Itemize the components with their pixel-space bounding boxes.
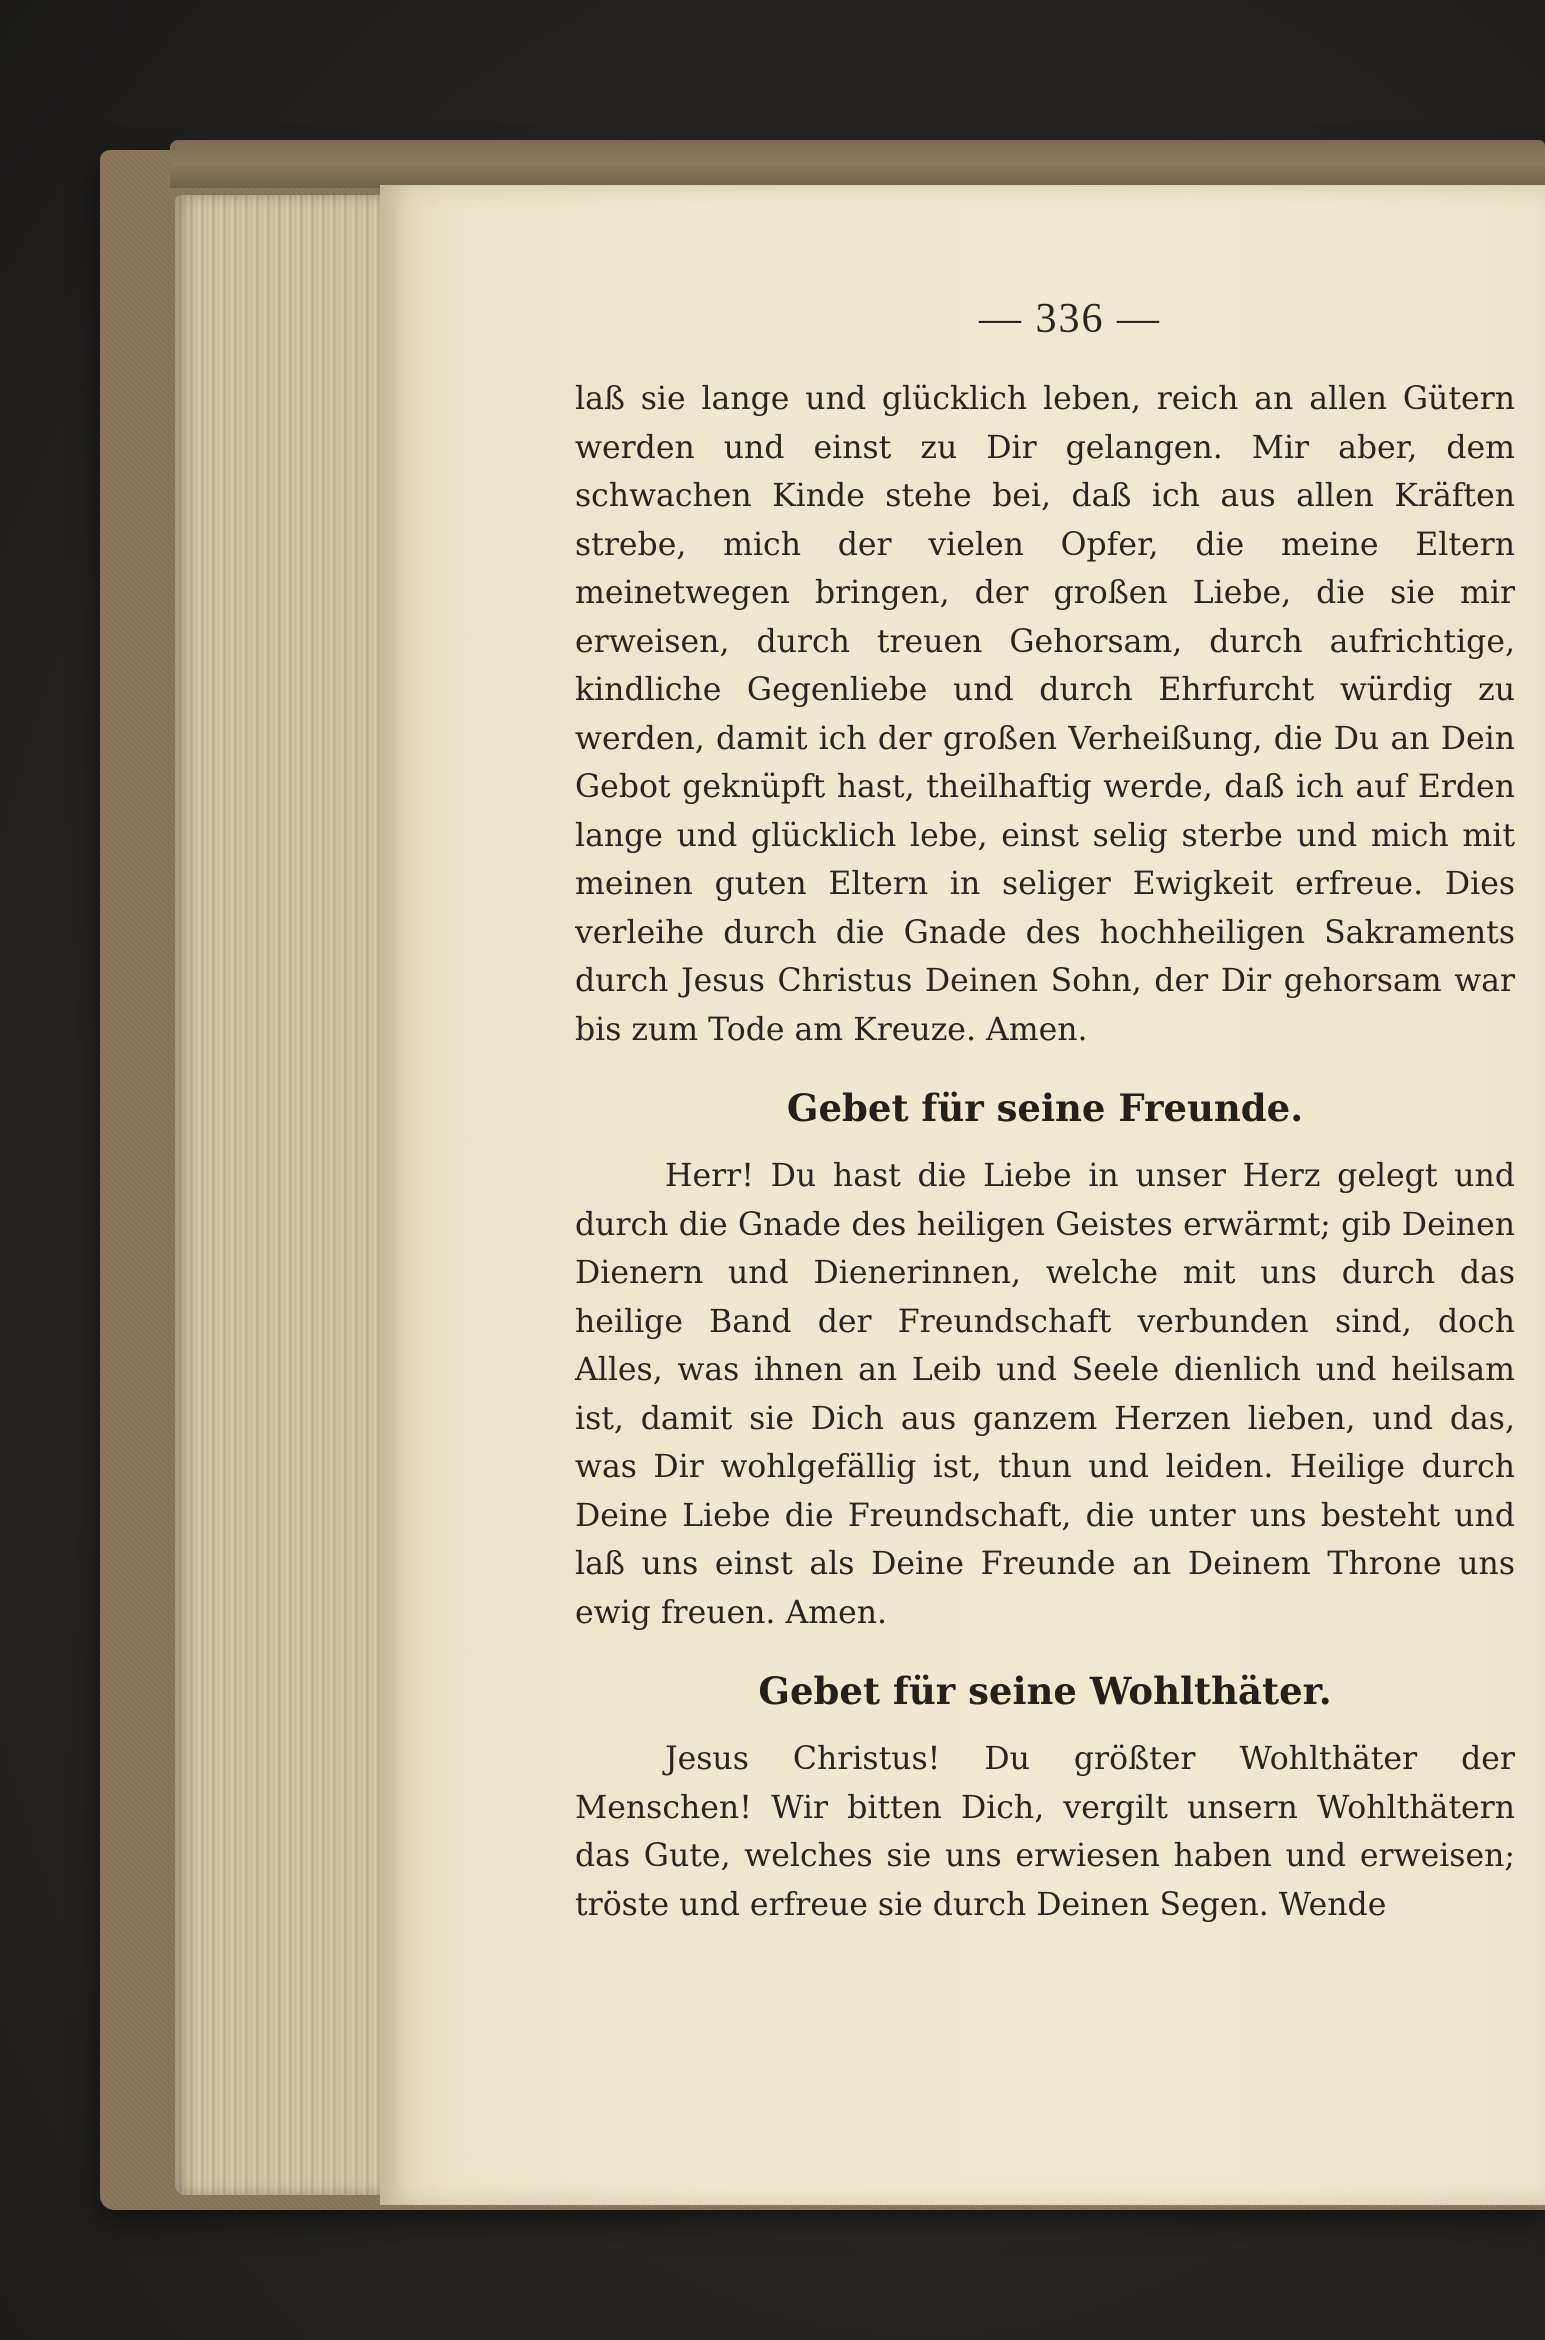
section-heading-friends: Gebet für seine Freunde. <box>786 1086 1304 1130</box>
prayer-benefactors-paragraph: Jesus Christus! Du größter Wohlthäter der Menschen! Wir bitten Dich, vergilt unsern Wohlthätern das Gute, welches sie uns erwiesen haben und erweisen; tröste und erfreue sie durch Deinen Segen. Wende <box>575 1741 1515 1923</box>
book-cover-top-edge <box>170 140 1545 188</box>
prayer-friends-paragraph: Herr! Du hast die Liebe in unser Herz gelegt und durch die Gnade des heiligen Geistes erwärmt; gib Deinen Dienern und Dienerinnen, welche mit uns durch das heilige Band der Freundschaft verbunden sind, doch Alles, was ihnen an Leib und Seele dienlich und heilsam ist, damit sie Dich aus ganzem Herzen lieben, und das, was Dir wohlgefällig ist, thun und leiden. Heilige durch Deine Liebe die Freundschaft, die unter uns besteht und laß uns einst als Deine Freunde an Deinem Throne uns ewig freuen. Amen. <box>575 1158 1515 1631</box>
page-edges <box>175 195 390 2195</box>
page-text <box>575 375 1515 1929</box>
section-heading-benefactors: Gebet für seine Wohlthäter. <box>758 1669 1332 1713</box>
prayer-continuation-paragraph: laß sie lange und glücklich leben, reich an allen Gütern werden und einst zu Dir gelangen. Mir aber, dem schwachen Kinde stehe bei, daß ich aus allen Kräften strebe, mich der vielen Opfer, die meine Eltern meinetwegen bringen, der großen Liebe, die sie mir erweisen, durch treuen Gehorsam, durch aufrichtige, kindliche Gegenliebe und durch Ehrfurcht würdig zu werden, damit ich der großen Verheißung, die Du an Dein Gebot geknüpft hast, theilhaftig werde, daß ich auf Erden lange und glücklich lebe, einst selig sterbe und mich mit meinen guten Eltern in seliger Ewigkeit erfreue. Dies verleihe durch die Gnade des hochheiligen Sakraments durch Jesus Christus Deinen Sohn, der Dir gehorsam war bis zum Tode am Kreuze. Amen. <box>575 381 1515 1048</box>
page-number: — 336 — <box>979 296 1161 342</box>
book-page <box>380 185 1545 2205</box>
